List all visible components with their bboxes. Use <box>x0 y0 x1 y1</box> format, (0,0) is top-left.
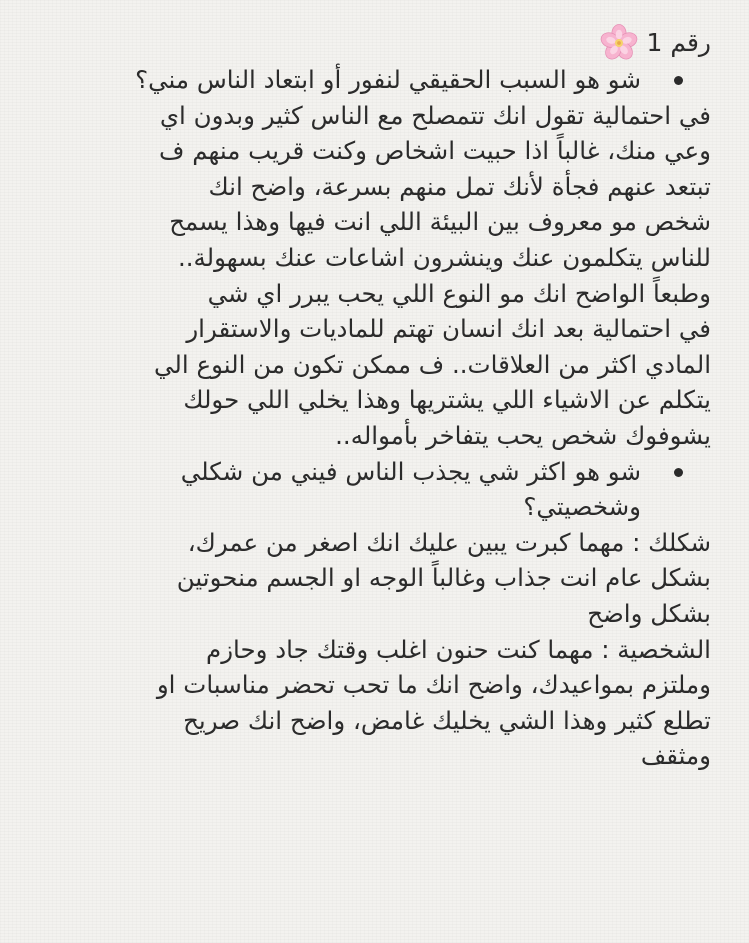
text-line: شخص مو معروف بين البيئة اللي انت فيها وهذا يسمح <box>169 207 711 237</box>
text-line: وعي منك، غالباً اذا حبيت اشخاص وكنت قريب منهم ف <box>159 136 711 166</box>
text-line: تبتعد عنهم فجأة لأنك تمل منهم بسرعة، واضح انك <box>208 171 711 201</box>
bullet-dot <box>674 76 683 85</box>
text-line: تطلع كثير وهذا الشي يخليك غامض، واضح انك صريح <box>183 705 711 735</box>
text-line: للناس يتكلمون عنك وينشرون اشاعات عنك بسهولة.. <box>177 242 711 272</box>
question-text: شو هو السبب الحقيقي لنفور أو ابتعاد الناس مني؟ <box>135 65 641 94</box>
text-line: في احتمالية بعد انك انسان تهتم للماديات والاستقرار <box>186 314 711 344</box>
text-line: الشخصية : مهما كنت حنون اغلب وقتك جاد وحازم <box>206 634 711 664</box>
text-line: في احتمالية تقول انك تتمصلح مع الناس كثير وبدون اي <box>159 100 711 130</box>
text-line: وطبعاً الواضح انك مو النوع اللي يحب يبرر اي شي <box>207 278 711 308</box>
question-text: شو هو اكثر شي يجذب الناس فيني من شكلي <box>180 456 641 486</box>
question-continuation: وشخصيتي؟ <box>523 492 641 522</box>
text-line: يشوفوك شخص يحب يتفاخر بأمواله.. <box>335 420 711 450</box>
note-heading-text: رقم 1 <box>646 28 711 57</box>
bullet-question-1 <box>28 62 711 98</box>
text-line: ومثقف <box>640 741 711 771</box>
text-line: شكلك : مهما كبرت يبين عليك انك اصغر من عمرك، <box>187 527 711 557</box>
text-line: وملتزم بمواعيدك، واضح انك ما تحب تحضر مناسبات او <box>156 670 711 700</box>
note-heading <box>28 26 711 60</box>
bullet-question-2 <box>28 454 711 490</box>
text-line: بشكل واضح <box>587 598 711 628</box>
bullet-dot <box>674 468 683 477</box>
text-line: يتكلم عن الاشياء اللي يشتريها وهذا يخلي اللي حولك <box>183 385 711 415</box>
cherry-blossom-icon <box>600 24 638 62</box>
text-line: بشكل عام انت جذاب وغالباً الوجه او الجسم منحوتين <box>176 563 711 593</box>
text-line: المادي اكثر من العلاقات.. ف ممكن تكون من النوع الي <box>153 349 711 379</box>
